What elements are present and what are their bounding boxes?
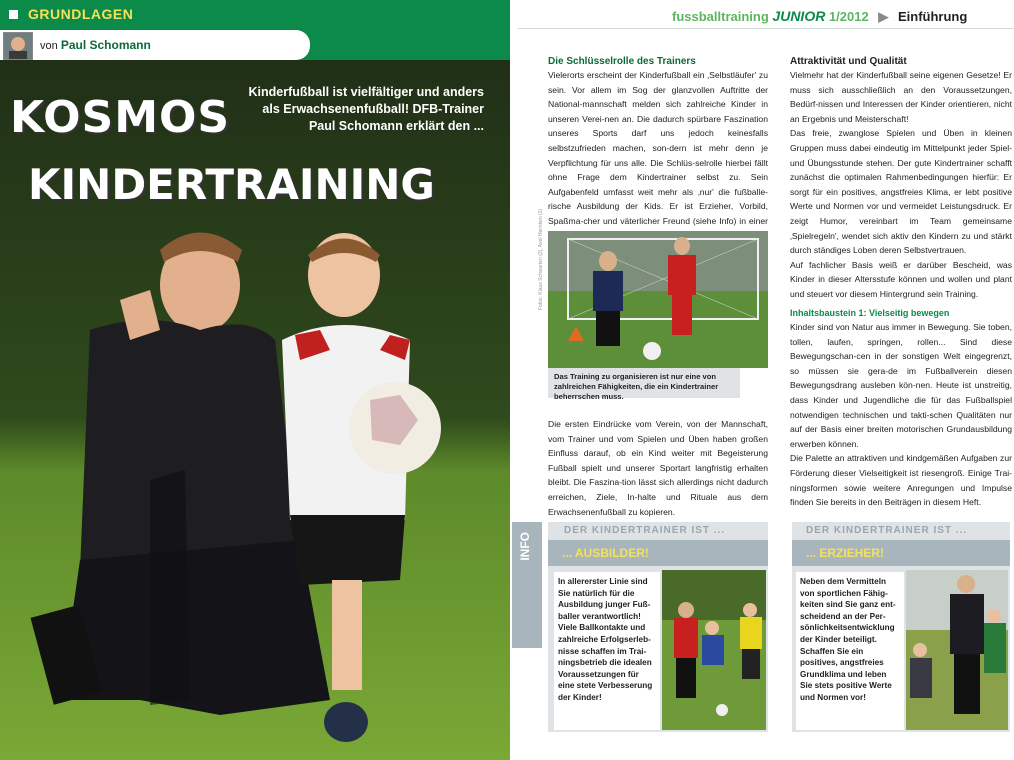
author-avatar: [3, 32, 33, 60]
section-bullet: [9, 10, 18, 19]
col2-paragraph-3: Auf fachlicher Basis weiß er darüber Bescheid, was Kinder in dieser Altersstufe können und wollen und plant und steuert vor diesem Hintergrund sein Training.: [790, 259, 1012, 299]
column-2: [790, 56, 1012, 510]
section-bar: [0, 0, 510, 30]
box2-header: DER KINDERTRAINER IST ...: [792, 522, 1010, 540]
header-section: Einführung: [897, 9, 968, 24]
box2-title: ... ERZIEHER!: [792, 540, 1010, 566]
training-photo: [548, 231, 768, 368]
col2-subheading: Inhaltsbaustein 1: Vielseitig bewegen: [790, 307, 950, 318]
box2-photo: [906, 570, 1008, 730]
photo-caption: Das Training zu organisieren ist nur eine von zahlreichen Fähigkeiten, die ein Kindertrainer beherrschen muss.: [548, 368, 740, 398]
info-tab-label: INFO: [518, 532, 532, 561]
col2-heading: Attraktivität und Qualität: [790, 56, 907, 67]
author-prefix: von: [40, 40, 58, 52]
info-tab: [512, 522, 542, 648]
column-1-bottom: [548, 417, 768, 519]
section-label: GRUNDLAGEN: [28, 6, 134, 22]
col1-paragraph-2: Die ersten Eindrücke vom Verein, von der Mannschaft, vom Trainer und vom Spielen und Üben haben großen Einfluss darauf, ob ein Kind weiter mit Begeisterung Fußball spielt und unserer Sportart langfristig erhalten bleibt. Die Faszina-tion lässt sich allerdings nicht dadurch erreichen, Ziele, In-halte und Rituale aus dem Erwachsenenfußball zu kopieren.: [548, 419, 768, 517]
col2-paragraph-1: Vielmehr hat der Kinderfußball seine eigenen Gesetze! Er muss sich ausschließlich an den Voraussetzungen, Bedürf-nissen und Interessen der Kinder orientieren, nicht an Ergebnis und Meisterschaft!: [790, 70, 1012, 124]
title-line-1: KOSMOS: [10, 92, 231, 143]
title-line-2: KINDERTRAINING: [28, 160, 435, 209]
header-issue: 1/2012: [828, 9, 869, 24]
header-magazine: fussballtraining: [672, 9, 769, 24]
intro-text: Kinderfußball ist vielfältiger und anders als Erwachsenenfußball! DFB-Trainer Paul Schomann erklärt den ...: [248, 85, 484, 133]
col2-paragraph-5: Die Palette an attraktiven und kindgemäßen Aufgaben zur Förderung dieser Vielseitigkeit ist riesengroß. Einige Trai-ningsformen sowie weitere Anregungen und Impulse finden Sie bereits in den Beiträgen in diesem Heft.: [790, 453, 1012, 508]
page-header: [672, 8, 967, 25]
col1-heading: Die Schlüsselrolle des Trainers: [548, 56, 696, 67]
col1-paragraph-1: Vielerorts erscheint der Kinderfußball ein ‚Selbstläufer' zu sein. Vor allem im Sog der glanzvollen Auftritte der National-mannschaft melden sich zahlreiche Kinder in unseren Verei-nen an. Die dadurch spürbare Faszination unseres Sports darf uns jedoch keinesfalls selbstzufrieden machen, son-dern ist mehr denn je Verpflichtung für uns alle. Die Schlüs-selrolle hierbei fällt ohne Frage dem Kindertrainer selbst zu. Sein Aufgabenfeld umfasst weit mehr als ‚nur' die fußballe-rische Ausbildung der Kids. Er ist Erzieher, Vorbild, Spaßma-cher und väterlicher Freund (siehe Info) in einer: [548, 70, 768, 226]
header-arrow-icon: ▶: [878, 9, 889, 24]
column-1-top: [548, 56, 768, 243]
photo-credit: Fotos: Klaus Schwarten (2), Axel Heimken (2): [538, 208, 544, 310]
header-divider: [518, 28, 1014, 29]
col2-paragraph-4: Kinder sind von Natur aus immer in Bewegung. Sie toben, tollen, laufen, springen, rollen... Sind diese Bewegungschan-cen in der sonstigen Welt eingegrenzt, so müssen sie gera-de im Fußballverein diesen Bewegungsdrang ausleben kön-nen. Heute ist unstreitig, dass Kinder und Jugendliche die für das Fußballspiel notwendigen technischen und takti-schen Qualitäten nur auf der Basis einer breiten motorischen Grundausbildung erwerben können.: [790, 322, 1012, 449]
box1-text: In allererster Linie sind Sie natürlich für die Ausbildung junger Fuß-baller verantwortlich! Viele Ballkontakte und zahlreiche Erfolgserleb-nisse schaffen im Trai-ningsbetrieb die idealen Voraussetzungen für eine stete Verbesserung der Kinder!: [554, 572, 660, 730]
box1-title: ... AUSBILDER!: [548, 540, 768, 566]
author-name: Paul Schomann: [60, 38, 151, 52]
box1-header: DER KINDERTRAINER IST ...: [548, 522, 768, 540]
box1-photo: [662, 570, 766, 730]
author-byline: [40, 38, 151, 52]
col2-paragraph-2: Das freie, zwanglose Spielen und Üben in kleinen Gruppen muss dabei eindeutig im Mittelpunkt jeder Spiel- und Übungsstunde stehen. Der gute Kindertrainer schafft zunächst die optimalen Rahmenbedingungen hierfür: Er sorgt für ein positives, angstfreies Klima, er lebt positive Werte und Normen vor und vermeidet Leistungsdruck. Er zeigt Humor, vereinbart im Team gemeinsame ‚Spielregeln', wendet sich aktiv den Kindern zu und stärkt durch ständiges Loben deren Selbstvertrauen.: [790, 128, 1012, 256]
box2-text: Neben dem Vermitteln von sportlichen Fähig-keiten sind Sie ganz ent-scheidend an der Per-sönlichkeitsentwicklung der Kinder beteiligt. Schaffen Sie ein positives, angstfreies Grundklima und leben Sie stets positive Werte und Normen vor!: [796, 572, 904, 730]
header-junior: JUNIOR: [772, 8, 826, 24]
